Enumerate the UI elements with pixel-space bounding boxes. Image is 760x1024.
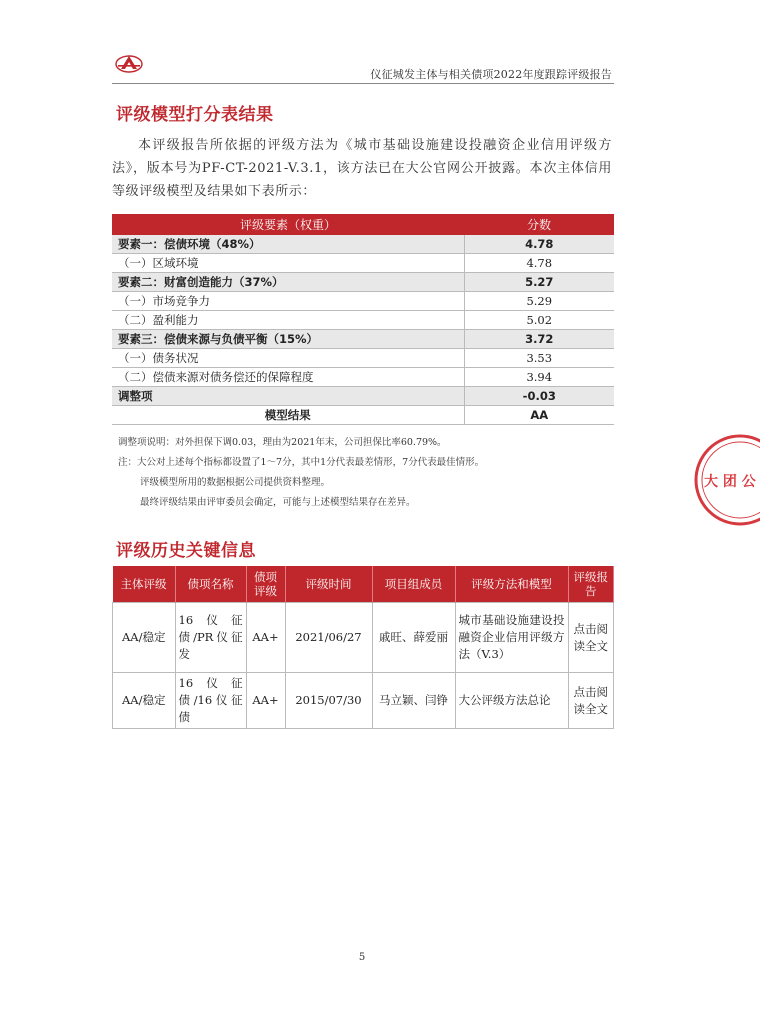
history-header: 项目组成员 [372, 566, 455, 603]
section-title-model: 评级模型打分表结果 [116, 105, 274, 125]
history-header: 债项评级 [246, 566, 285, 603]
table-row [112, 387, 614, 406]
note-final-result: 最终评级结果由评审委员会确定，可能与上述模型结果存在差异。 [140, 497, 416, 508]
rating-date: 2021/06/27 [285, 603, 372, 673]
factor-score: 4.78 [464, 235, 614, 254]
read-report-link[interactable]: 点击阅读全文 [568, 673, 614, 729]
company-seal-stamp [690, 432, 760, 528]
section-title-history: 评级历史关键信息 [116, 541, 256, 561]
subfactor-name: （二）盈利能力 [112, 311, 464, 330]
bond-name: 16仪征债/16仪征债 [175, 673, 246, 729]
adjust-note: 调整项说明：对外担保下调0.03，理由为2021年末，公司担保比率60.79%。 [118, 437, 447, 448]
factor-name: 要素一：偿债环境（48%） [112, 235, 464, 254]
subfactor-name: （一）市场竞争力 [112, 292, 464, 311]
page-number: 5 [358, 952, 366, 963]
factor-name: 要素三：偿债来源与负债平衡（15%） [112, 330, 464, 349]
factor-score: 3.72 [464, 330, 614, 349]
bond-rating: AA+ [246, 673, 285, 729]
table-row [112, 311, 614, 330]
score-header-score: 分数 [464, 214, 614, 235]
subfactor-score: 3.94 [464, 368, 614, 387]
model-result-score: AA [464, 406, 614, 425]
table-row [112, 368, 614, 387]
model-result-label: 模型结果 [112, 406, 464, 425]
factor-score: -0.03 [464, 387, 614, 406]
team-members: 戚旺、薛爱丽 [372, 603, 455, 673]
table-row-total [112, 406, 614, 425]
svg-text:大 团 公: 大 团 公 [704, 474, 756, 490]
bond-rating: AA+ [246, 603, 285, 673]
history-header: 评级报告 [568, 566, 614, 603]
rating-date: 2015/07/30 [285, 673, 372, 729]
table-row [113, 603, 614, 673]
note-data-source: 评级模型所用的数据根据公司提供资料整理。 [140, 477, 331, 488]
rating-method: 城市基础设施建设投融资企业信用评级方法（V.3） [455, 603, 568, 673]
issuer-rating: AA/稳定 [113, 673, 176, 729]
read-report-link[interactable]: 点击阅读全文 [568, 603, 614, 673]
table-row [112, 254, 614, 273]
header-title: 仪征城发主体与相关债项2022年度跟踪评级报告 [370, 68, 612, 81]
factor-name: 要素二：财富创造能力（37%） [112, 273, 464, 292]
subfactor-name: （一）区域环境 [112, 254, 464, 273]
table-row [113, 673, 614, 729]
rating-history-table [112, 566, 614, 729]
table-row [112, 349, 614, 368]
history-header: 评级方法和模型 [455, 566, 568, 603]
header-divider [112, 83, 614, 84]
factor-score: 5.27 [464, 273, 614, 292]
dagong-logo-icon [114, 52, 144, 76]
table-row [112, 235, 614, 254]
subfactor-name: （一）债务状况 [112, 349, 464, 368]
history-header: 主体评级 [113, 566, 176, 603]
table-row [112, 273, 614, 292]
history-header: 债项名称 [175, 566, 246, 603]
table-notes [118, 433, 484, 513]
table-row [112, 330, 614, 349]
subfactor-score: 4.78 [464, 254, 614, 273]
note-scale: 注：大公对上述每个指标都设置了1～7分，其中1分代表最差情形，7分代表最佳情形。 [118, 457, 485, 468]
score-table [112, 214, 614, 425]
score-header-factor: 评级要素（权重） [112, 214, 464, 235]
subfactor-name: （二）偿债来源对债务偿还的保障程度 [112, 368, 464, 387]
method-paragraph: 本评级报告所依据的评级方法为《城市基础设施建设投融资企业信用评级方法》，版本号为PF-CT-2021-V.3.1，该方法已在大公官网公开披露。本次主体信用等级评级模型及结果如下表所示： [112, 138, 612, 199]
subfactor-score: 3.53 [464, 349, 614, 368]
team-members: 马立颖、闫铮 [372, 673, 455, 729]
subfactor-score: 5.02 [464, 311, 614, 330]
history-header: 评级时间 [285, 566, 372, 603]
table-row [112, 292, 614, 311]
subfactor-score: 5.29 [464, 292, 614, 311]
factor-name: 调整项 [112, 387, 464, 406]
rating-method: 大公评级方法总论 [455, 673, 568, 729]
issuer-rating: AA/稳定 [113, 603, 176, 673]
bond-name: 16仪征债/PR仪征发 [175, 603, 246, 673]
